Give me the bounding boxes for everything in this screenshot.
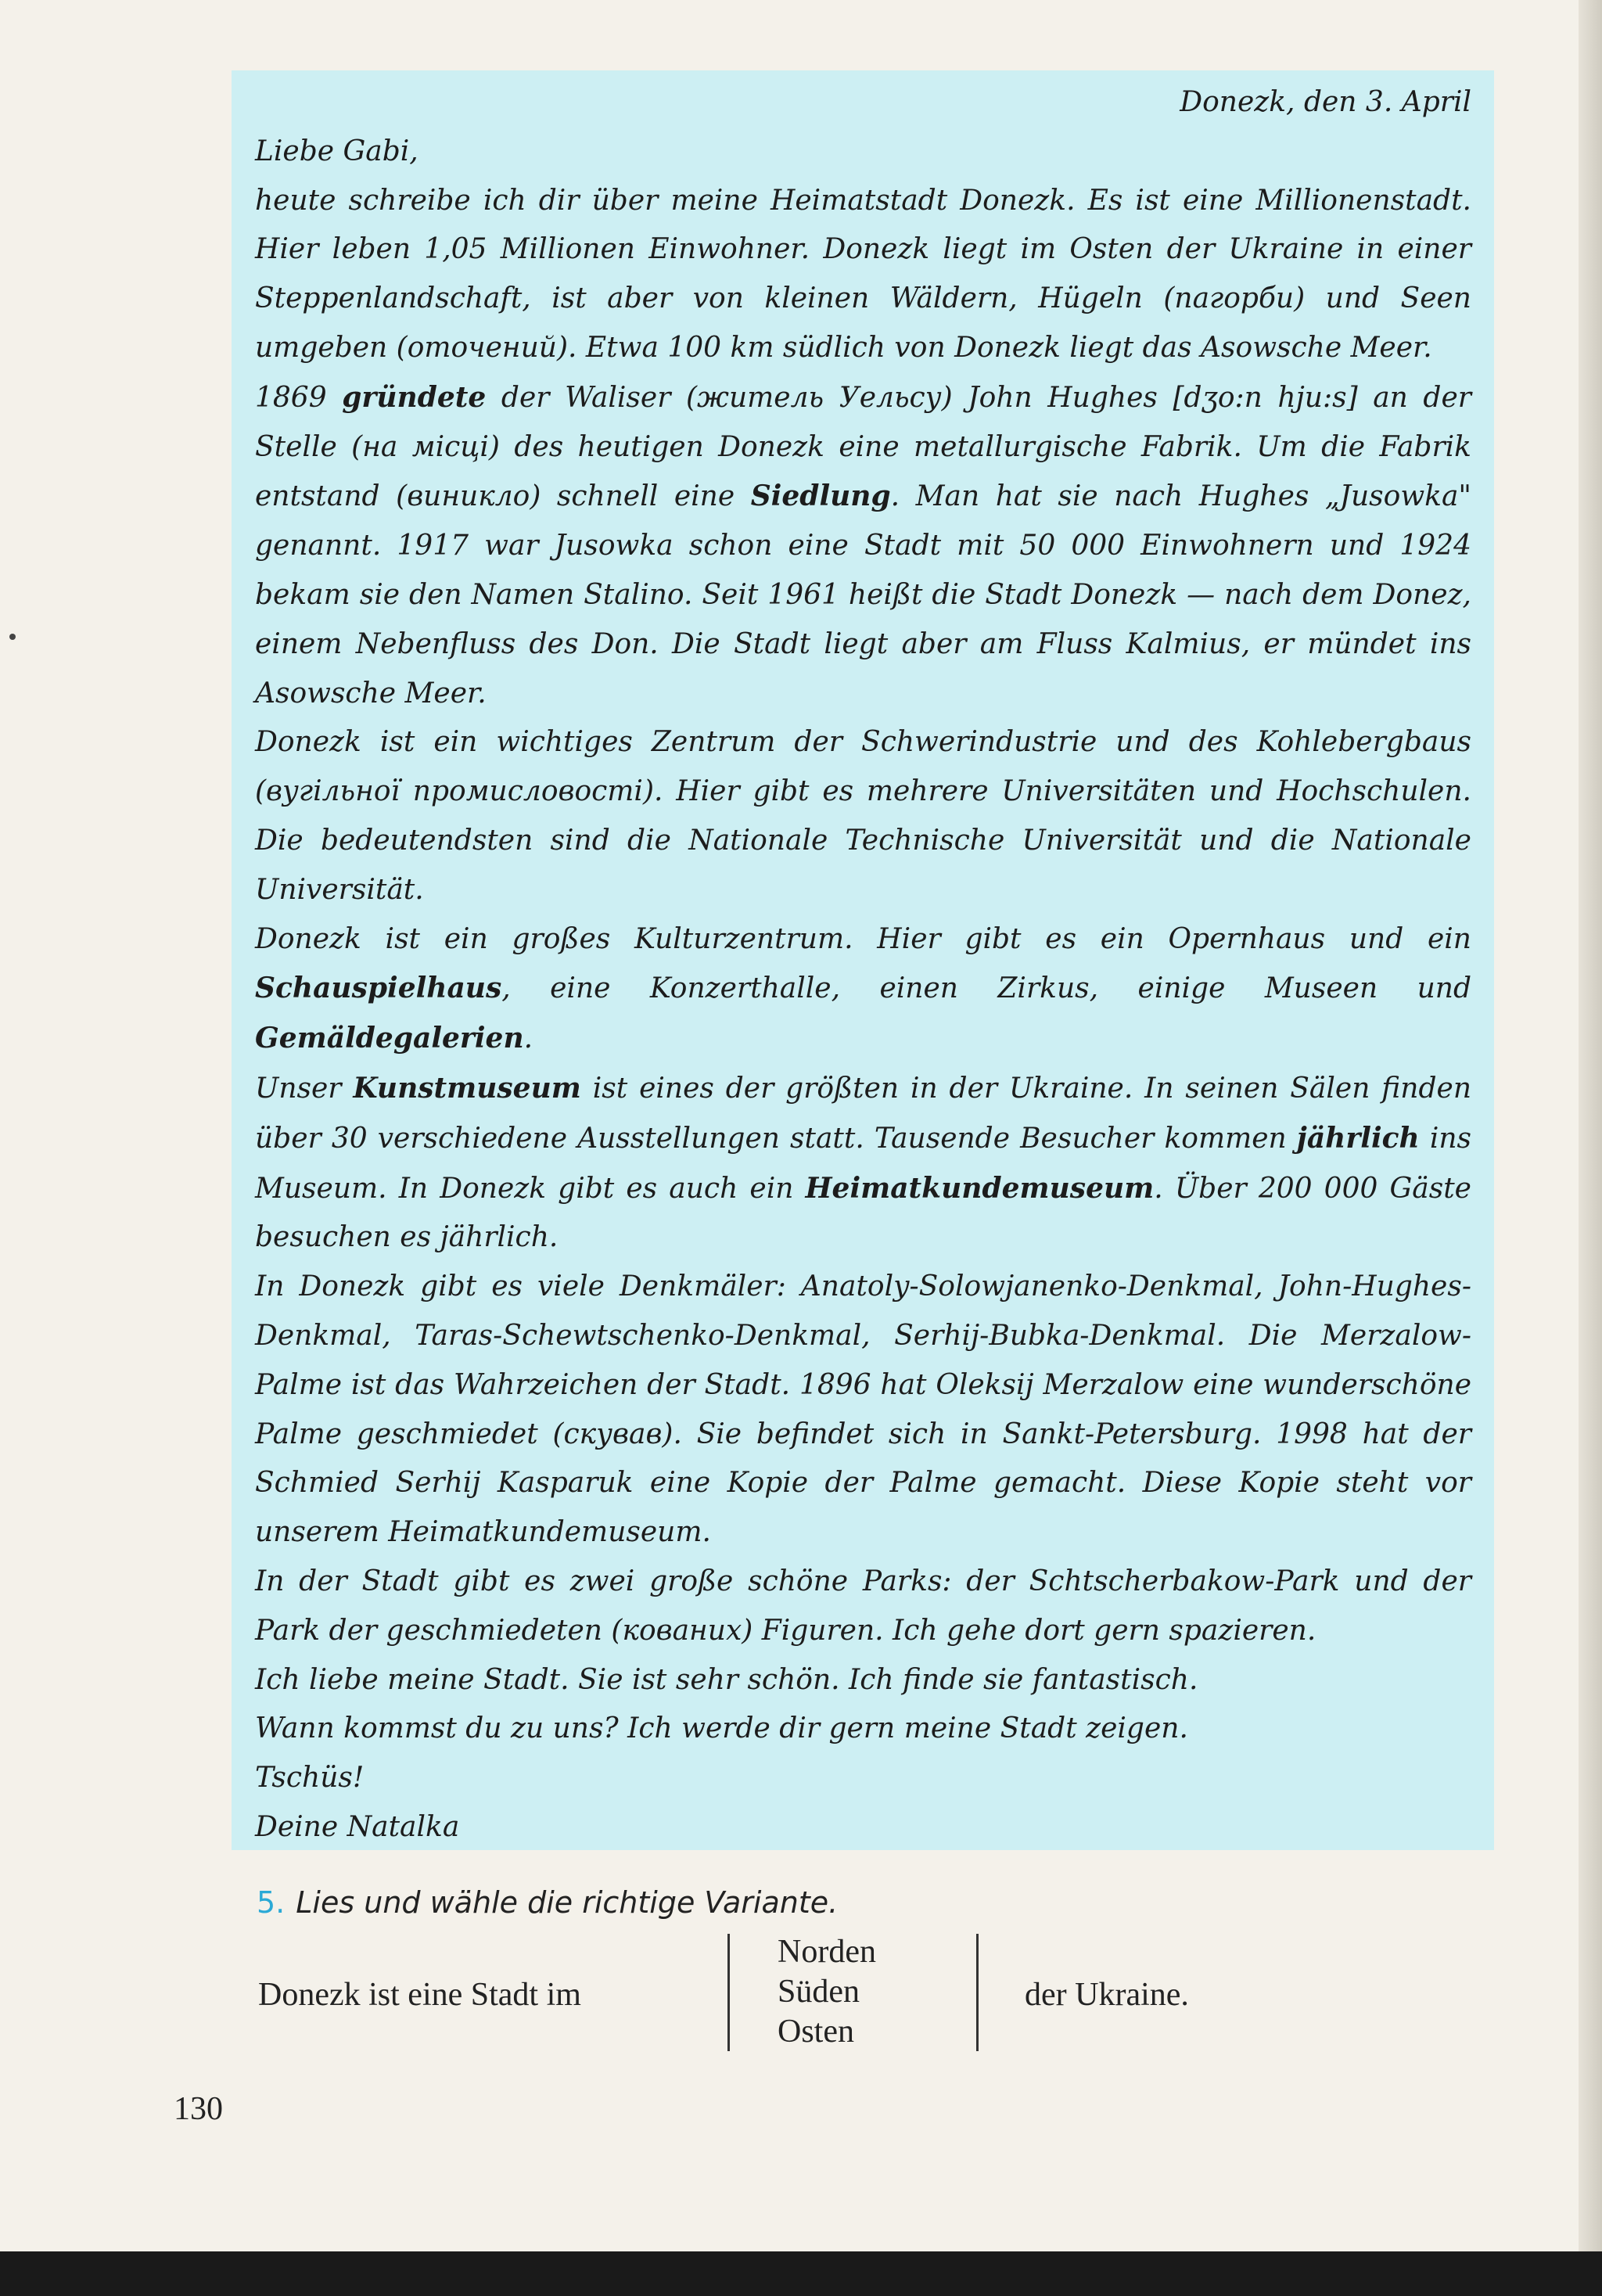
vocab-word: Gemäldegalerien: [255, 1022, 524, 1055]
exercise-task: [258, 1932, 1353, 2057]
letter-date: Donezk, den 3. April: [1180, 86, 1471, 118]
letter-paragraph-8: Ich liebe meine Stadt. Sie ist sehr schön. Ich finde sie fantastisch.: [255, 1663, 1198, 1696]
option-norden[interactable]: Norden: [778, 1934, 876, 1970]
margin-dot: [9, 634, 16, 640]
vocab-word: Kunstmuseum: [353, 1071, 581, 1105]
exercise-heading: [257, 1885, 838, 1920]
letter-closing: Tschüs!: [255, 1762, 365, 1795]
vocab-word: jährlich: [1296, 1121, 1420, 1155]
answer-options: [778, 1932, 876, 2052]
letter-signature: Deine Natalka: [255, 1810, 460, 1843]
letter-paragraph-1: heute schreibe ich dir über meine Heimatstadt Donezk. Es ist eine Millionenstadt. Hier leben 1,05 Millionen Einwohner. Donezk liegt im Osten der Ukraine in einer Steppenlandschaft, ist aber von kleinen Wäldern, Hügeln (пагорби) und Seen umgeben (оточений). Etwa 100 km südlich von Donezk liegt das Asowsche Meer.: [255, 184, 1471, 364]
letter: [255, 78, 1471, 1852]
letter-paragraph-3: Donezk ist ein wichtiges Zentrum der Schwerindustrie und des Kohlebergbaus (вугільної промисловості). Hier gibt es mehrere Universitäten und Hochschulen. Die bedeutendsten sind die Nationale Technische Universität und die Nationale Universität.: [255, 726, 1471, 906]
letter-salutation: Liebe Gabi,: [255, 135, 418, 167]
letter-paragraph-2: 1869 gründete der Waliser (житель Уельсу) John Hughes [dʒo:n hju:s] an der Stelle (на місці) des heutigen Donezk eine metallurgische Fabrik. Um die Fabrik entstand (виникло) schnell eine Siedlung. Man hat sie nach Hughes „Jusowka" genannt. 1917 war Jusowka schon eine Stadt mit 50 000 Einwohnern und 1924 bekam sie den Namen Stalino. Seit 1961 heißt die Stadt Donezk — nach dem Donez, einem Nebenfluss des Don. Die Stadt liegt aber am Fluss Kalmius, er mündet ins Asowsche Meer.: [255, 380, 1471, 710]
letter-paragraph-9: Wann kommst du zu uns? Ich werde dir gern meine Stadt zeigen.: [255, 1712, 1188, 1745]
vocab-word: gründete: [342, 380, 487, 414]
option-sueden[interactable]: Süden: [778, 1974, 860, 2010]
page-number: 130: [174, 2091, 223, 2127]
exercise-instruction: Lies und wähle die richtige Variante.: [296, 1885, 839, 1920]
letter-paragraph-6: In Donezk gibt es viele Denkmäler: Anatoly-Solowjanenko-Denkmal, John-Hughes-Denkmal, Taras-Schewtschenko-Denkmal, Serhij-Bubka-Denkmal. Die Merzalow-Palme ist das Wahrzeichen der Stadt. 1896 hat Oleksij Merzalow eine wunderschöne Palme geschmiedet (скував). Sie befindet sich in Sankt-Petersburg. 1998 hat der Schmied Serhij Kasparuk eine Kopie der Palme gemacht. Diese Kopie steht vor unserem Heimatkundemuseum.: [255, 1270, 1471, 1549]
exercise-number: 5.: [257, 1885, 286, 1920]
task-stem: Donezk ist eine Stadt im: [258, 1977, 581, 2013]
vocab-word: Siedlung: [750, 480, 891, 513]
page-edge: [1579, 0, 1602, 2253]
divider: [727, 1934, 730, 2051]
scan-bottom-edge: [0, 2251, 1602, 2296]
vocab-word: Schauspielhaus: [255, 972, 502, 1005]
letter-paragraph-4: Donezk ist ein großes Kulturzentrum. Hier gibt es ein Opernhaus und ein Schauspielhaus, eine Konzerthalle, einen Zirkus, einige Museen und Gemäldegalerien.: [255, 922, 1471, 1055]
letter-paragraph-5: Unser Kunstmuseum ist eines der größten in der Ukraine. In seinen Sälen finden über 30 verschiedene Ausstellungen statt. Tausende Besucher kommen jährlich ins Museum. In Donezk gibt es auch ein Heimatkundemuseum. Über 200 000 Gäste besuchen es jährlich.: [255, 1071, 1472, 1254]
letter-paragraph-7: In der Stadt gibt es zwei große schöne Parks: der Schtscherbakow-Park und der Park der geschmiedeten (кованих) Figuren. Ich gehe dort gern spazieren.: [255, 1565, 1471, 1647]
divider: [976, 1934, 979, 2051]
option-osten[interactable]: Osten: [778, 2014, 854, 2050]
task-tail: der Ukraine.: [1025, 1977, 1189, 2013]
vocab-word: Heimatkundemuseum: [805, 1171, 1155, 1205]
